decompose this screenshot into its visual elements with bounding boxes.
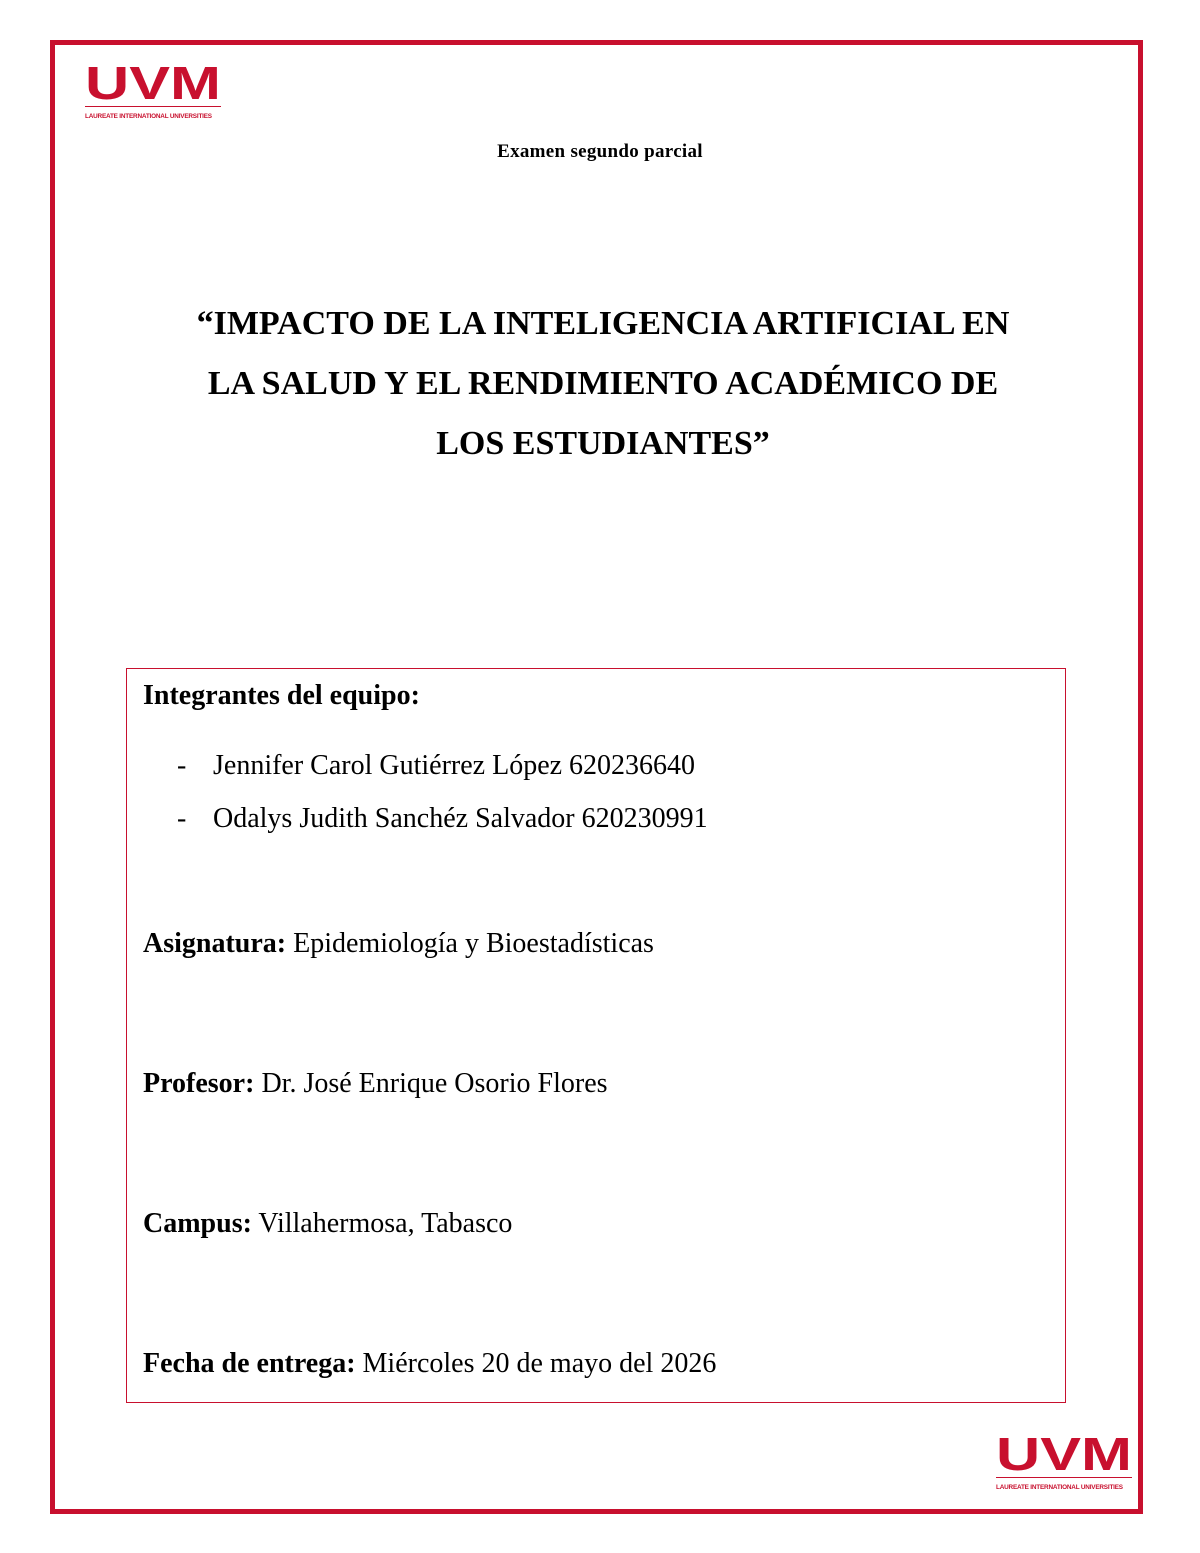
exam-label: Examen segundo parcial [497,141,703,162]
svg-text:UVM: UVM [996,1435,1132,1473]
subject-label: Asignatura: [143,928,287,959]
member-name: Odalys Judith Sanchéz Salvador 620230991 [213,803,708,834]
subject-value: Epidemiología y Bioestadísticas [293,928,654,959]
professor-line [143,1068,608,1100]
subject-line [143,928,654,960]
professor-value: Dr. José Enrique Osorio Flores [261,1068,608,1099]
member-bullet: - [177,750,187,781]
member-name: Jennifer Carol Gutiérrez López 620236640 [213,750,696,781]
uvm-wordmark-icon [85,64,223,102]
logo-divider [996,1477,1132,1478]
due-date-line [143,1348,716,1380]
title-line-3: LOS ESTUDIANTES” [436,425,770,462]
uvm-logo-top [85,64,225,120]
due-date-label: Fecha de entrega: [143,1348,356,1379]
uvm-logo-bottom [996,1435,1136,1491]
campus-label: Campus: [143,1208,252,1239]
logo-tagline: LAUREATE INTERNATIONAL UNIVERSITIES [85,113,212,120]
member-bullet: - [177,803,187,834]
team-heading: Integrantes del equipo: [143,680,420,711]
logo-tagline: LAUREATE INTERNATIONAL UNIVERSITIES [996,1484,1123,1491]
professor-label: Profesor: [143,1068,255,1099]
document-title [120,294,1086,474]
logo-divider [85,106,221,107]
due-date-value: Miércoles 20 de mayo del 2026 [362,1348,717,1379]
campus-line [143,1208,512,1240]
title-line-2: LA SALUD Y EL RENDIMIENTO ACADÉMICO DE [207,365,999,402]
uvm-wordmark-icon [996,1435,1134,1473]
title-line-1: “IMPACTO DE LA INTELIGENCIA ARTIFICIAL EN [196,305,1010,342]
svg-text:UVM: UVM [85,64,221,102]
campus-value: Villahermosa, Tabasco [258,1208,513,1239]
